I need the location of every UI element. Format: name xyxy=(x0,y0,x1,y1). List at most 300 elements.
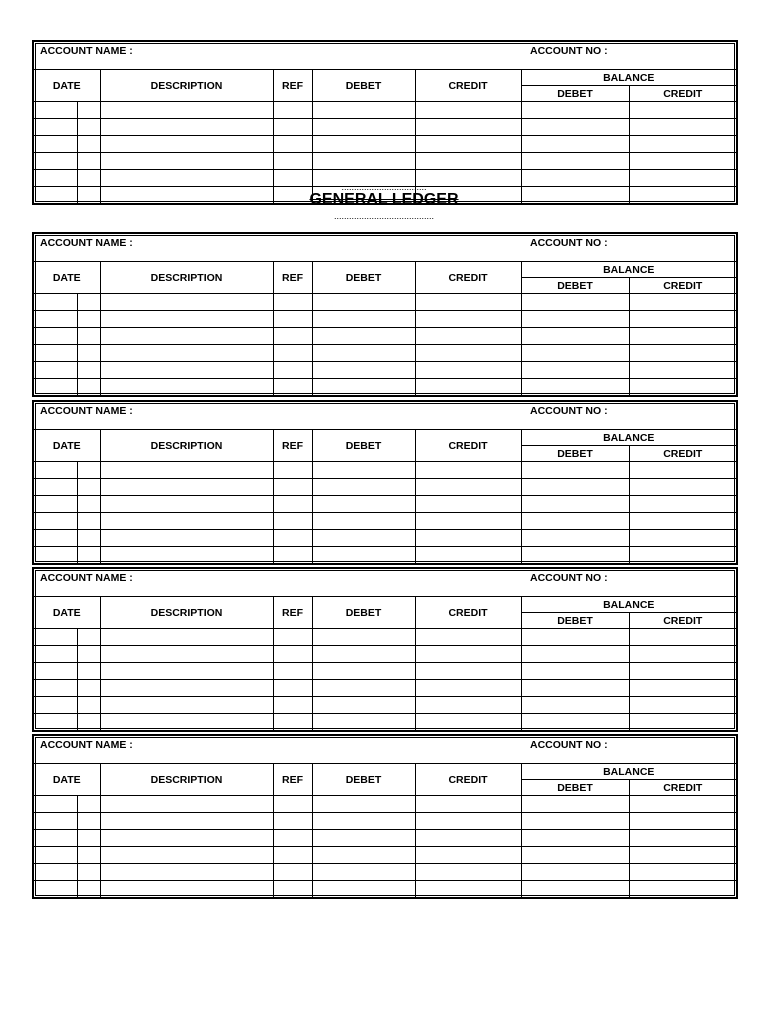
ledger-cell[interactable] xyxy=(77,530,100,547)
ledger-cell[interactable] xyxy=(77,796,100,813)
ledger-cell[interactable] xyxy=(34,881,77,898)
ledger-table xyxy=(34,597,736,730)
ledger-cell[interactable] xyxy=(273,513,312,530)
ledger-cell[interactable] xyxy=(34,547,77,564)
ledger-cell[interactable] xyxy=(415,547,521,564)
ledger-cell[interactable] xyxy=(415,697,521,714)
ledger-cell[interactable] xyxy=(77,153,100,170)
ledger-cell[interactable] xyxy=(77,881,100,898)
ledger-cell[interactable] xyxy=(34,153,77,170)
ledger-cell[interactable] xyxy=(77,345,100,362)
ledger-cell[interactable] xyxy=(312,714,415,731)
ledger-cell[interactable] xyxy=(415,294,521,311)
table-row xyxy=(34,680,736,697)
date-header: DATE xyxy=(34,597,100,629)
ledger-cell[interactable] xyxy=(34,513,77,530)
ledger-cell[interactable] xyxy=(521,530,629,547)
ledger-cell[interactable] xyxy=(415,881,521,898)
ledger-cell[interactable] xyxy=(34,796,77,813)
ledger-cell[interactable] xyxy=(629,102,736,119)
table-row xyxy=(34,646,736,663)
ledger-cell[interactable] xyxy=(77,680,100,697)
ledger-cell[interactable] xyxy=(273,813,312,830)
ledger-cell[interactable] xyxy=(34,345,77,362)
ledger-cell[interactable] xyxy=(273,547,312,564)
ledger-cell[interactable] xyxy=(77,311,100,328)
ledger-cell[interactable] xyxy=(273,379,312,396)
ledger-cell[interactable] xyxy=(100,345,273,362)
ledger-cell[interactable] xyxy=(629,119,736,136)
balance-debet-header: DEBET xyxy=(521,86,629,102)
ledger-cell[interactable] xyxy=(521,136,629,153)
account-name-label: ACCOUNT NAME : xyxy=(40,237,133,249)
ledger-cell[interactable] xyxy=(312,513,415,530)
ledger-cell[interactable] xyxy=(273,646,312,663)
date-header: DATE xyxy=(34,262,100,294)
ledger-cell[interactable] xyxy=(629,462,736,479)
ledger-cell[interactable] xyxy=(521,663,629,680)
ledger-cell[interactable] xyxy=(415,813,521,830)
balance-header: BALANCE xyxy=(521,430,736,446)
ledger-cell[interactable] xyxy=(273,328,312,345)
ledger-cell[interactable] xyxy=(415,328,521,345)
ledger-cell[interactable] xyxy=(77,847,100,864)
ledger-cell[interactable] xyxy=(629,153,736,170)
ledger-cell[interactable] xyxy=(100,629,273,646)
ledger-cell[interactable] xyxy=(34,646,77,663)
ledger-cell[interactable] xyxy=(521,294,629,311)
ledger-cell[interactable] xyxy=(415,311,521,328)
ledger-cell[interactable] xyxy=(629,311,736,328)
ledger-cell[interactable] xyxy=(521,847,629,864)
ledger-cell[interactable] xyxy=(521,714,629,731)
account-header-row xyxy=(34,42,736,70)
account-name-label: ACCOUNT NAME : xyxy=(40,572,133,584)
ledger-cell[interactable] xyxy=(312,547,415,564)
credit-header: CREDIT xyxy=(415,262,521,294)
ledger-cell[interactable] xyxy=(100,881,273,898)
ledger-cell[interactable] xyxy=(100,847,273,864)
ledger-cell[interactable] xyxy=(100,479,273,496)
ledger-table xyxy=(34,430,736,563)
ledger-cell[interactable] xyxy=(629,136,736,153)
ledger-cell[interactable] xyxy=(521,479,629,496)
ledger-cell[interactable] xyxy=(34,830,77,847)
ledger-cell[interactable] xyxy=(34,462,77,479)
ledger-cell[interactable] xyxy=(521,864,629,881)
ledger-cell[interactable] xyxy=(312,697,415,714)
ledger-form xyxy=(32,232,738,397)
ledger-cell[interactable] xyxy=(415,680,521,697)
ledger-cell[interactable] xyxy=(273,881,312,898)
table-row xyxy=(34,796,736,813)
ledger-cell[interactable] xyxy=(521,830,629,847)
balance-credit-header: CREDIT xyxy=(629,446,736,462)
ledger-cell[interactable] xyxy=(312,530,415,547)
ledger-cell[interactable] xyxy=(629,796,736,813)
ledger-cell[interactable] xyxy=(100,294,273,311)
ledger-cell[interactable] xyxy=(34,294,77,311)
ledger-cell[interactable] xyxy=(312,646,415,663)
ledger-cell[interactable] xyxy=(34,119,77,136)
ledger-cell[interactable] xyxy=(273,294,312,311)
ledger-cell[interactable] xyxy=(273,119,312,136)
title-dots-bottom: ........................................ xyxy=(333,211,435,221)
ledger-cell[interactable] xyxy=(77,294,100,311)
table-row xyxy=(34,294,736,311)
debet-header: DEBET xyxy=(312,430,415,462)
ledger-cell[interactable] xyxy=(273,345,312,362)
ledger-cell[interactable] xyxy=(521,813,629,830)
account-name-label: ACCOUNT NAME : xyxy=(40,739,133,751)
ledger-cell[interactable] xyxy=(415,379,521,396)
ledger-cell[interactable] xyxy=(629,379,736,396)
account-header-row xyxy=(34,402,736,430)
ledger-cell[interactable] xyxy=(521,680,629,697)
ledger-cell[interactable] xyxy=(100,362,273,379)
ledger-cell[interactable] xyxy=(77,379,100,396)
ledger-cell[interactable] xyxy=(100,513,273,530)
ledger-cell[interactable] xyxy=(77,119,100,136)
ledger-cell[interactable] xyxy=(100,311,273,328)
ledger-cell[interactable] xyxy=(34,680,77,697)
ledger-cell[interactable] xyxy=(100,646,273,663)
ref-header: REF xyxy=(273,764,312,796)
ledger-cell[interactable] xyxy=(100,102,273,119)
ledger-cell[interactable] xyxy=(629,530,736,547)
ledger-cell[interactable] xyxy=(629,830,736,847)
ledger-cell[interactable] xyxy=(100,663,273,680)
ledger-cell[interactable] xyxy=(34,663,77,680)
table-row xyxy=(34,311,736,328)
ledger-cell[interactable] xyxy=(415,136,521,153)
ledger-cell[interactable] xyxy=(273,697,312,714)
ledger-cell[interactable] xyxy=(415,362,521,379)
ledger-cell[interactable] xyxy=(77,864,100,881)
ledger-cell[interactable] xyxy=(629,513,736,530)
ledger-cell[interactable] xyxy=(273,847,312,864)
ledger-cell[interactable] xyxy=(312,153,415,170)
ledger-cell[interactable] xyxy=(629,629,736,646)
table-row xyxy=(34,697,736,714)
ledger-cell[interactable] xyxy=(629,479,736,496)
ledger-cell[interactable] xyxy=(34,697,77,714)
table-row xyxy=(34,379,736,396)
ledger-cell[interactable] xyxy=(521,629,629,646)
table-row xyxy=(34,102,736,119)
ledger-cell[interactable] xyxy=(312,813,415,830)
ledger-cell[interactable] xyxy=(34,311,77,328)
title-dots-top: .................................. xyxy=(341,182,427,192)
ledger-cell[interactable] xyxy=(77,136,100,153)
ledger-cell[interactable] xyxy=(77,328,100,345)
ledger-cell[interactable] xyxy=(415,847,521,864)
ref-header: REF xyxy=(273,70,312,102)
ledger-cell[interactable] xyxy=(312,294,415,311)
ledger-cell[interactable] xyxy=(629,714,736,731)
balance-credit-header: CREDIT xyxy=(629,780,736,796)
ledger-cell[interactable] xyxy=(415,479,521,496)
description-header: DESCRIPTION xyxy=(100,764,273,796)
ledger-cell[interactable] xyxy=(629,697,736,714)
ledger-cell[interactable] xyxy=(273,311,312,328)
balance-header: BALANCE xyxy=(521,70,736,86)
ledger-cell[interactable] xyxy=(77,714,100,731)
ledger-cell[interactable] xyxy=(77,663,100,680)
balance-debet-header: DEBET xyxy=(521,780,629,796)
ledger-cell[interactable] xyxy=(629,345,736,362)
ledger-cell[interactable] xyxy=(415,462,521,479)
ledger-cell[interactable] xyxy=(312,796,415,813)
ledger-cell[interactable] xyxy=(415,646,521,663)
ledger-cell[interactable] xyxy=(34,714,77,731)
ledger-cell[interactable] xyxy=(273,136,312,153)
table-row xyxy=(34,328,736,345)
ledger-cell[interactable] xyxy=(312,663,415,680)
ledger-cell[interactable] xyxy=(629,328,736,345)
ledger-cell[interactable] xyxy=(100,830,273,847)
ledger-cell[interactable] xyxy=(521,328,629,345)
page-title: GENERAL LEDGER xyxy=(309,191,459,208)
debet-header: DEBET xyxy=(312,262,415,294)
ledger-cell[interactable] xyxy=(312,462,415,479)
ledger-cell[interactable] xyxy=(77,547,100,564)
ledger-cell[interactable] xyxy=(77,462,100,479)
ledger-cell[interactable] xyxy=(77,362,100,379)
ledger-cell[interactable] xyxy=(34,379,77,396)
ledger-cell[interactable] xyxy=(273,629,312,646)
ref-header: REF xyxy=(273,430,312,462)
balance-debet-header: DEBET xyxy=(521,446,629,462)
ledger-cell[interactable] xyxy=(100,119,273,136)
ledger-cell[interactable] xyxy=(415,496,521,513)
ledger-cell[interactable] xyxy=(77,479,100,496)
ledger-cell[interactable] xyxy=(521,311,629,328)
ledger-cell[interactable] xyxy=(100,328,273,345)
ledger-cell[interactable] xyxy=(100,379,273,396)
account-header-row xyxy=(34,736,736,764)
ledger-cell[interactable] xyxy=(312,864,415,881)
ledger-cell[interactable] xyxy=(34,530,77,547)
ledger-cell[interactable] xyxy=(77,813,100,830)
ledger-cell[interactable] xyxy=(273,714,312,731)
ledger-cell[interactable] xyxy=(312,102,415,119)
ledger-cell[interactable] xyxy=(273,496,312,513)
ledger-cell[interactable] xyxy=(312,136,415,153)
ledger-cell[interactable] xyxy=(34,362,77,379)
ledger-cell[interactable] xyxy=(273,830,312,847)
debet-header: DEBET xyxy=(312,597,415,629)
ledger-cell[interactable] xyxy=(34,496,77,513)
ledger-cell[interactable] xyxy=(629,496,736,513)
date-header: DATE xyxy=(34,70,100,102)
ledger-cell[interactable] xyxy=(273,864,312,881)
ledger-cell[interactable] xyxy=(100,462,273,479)
ledger-cell[interactable] xyxy=(273,530,312,547)
table-row xyxy=(34,629,736,646)
ledger-cell[interactable] xyxy=(312,496,415,513)
ledger-cell[interactable] xyxy=(415,864,521,881)
table-row xyxy=(34,513,736,530)
table-row xyxy=(34,496,736,513)
ledger-cell[interactable] xyxy=(77,830,100,847)
ledger-cell[interactable] xyxy=(521,646,629,663)
ledger-cell[interactable] xyxy=(77,646,100,663)
ledger-cell[interactable] xyxy=(100,680,273,697)
ledger-cell[interactable] xyxy=(100,813,273,830)
ledger-cell[interactable] xyxy=(521,119,629,136)
ledger-cell[interactable] xyxy=(629,847,736,864)
ledger-cell[interactable] xyxy=(100,864,273,881)
ledger-cell[interactable] xyxy=(34,864,77,881)
description-header: DESCRIPTION xyxy=(100,262,273,294)
ledger-cell[interactable] xyxy=(415,153,521,170)
ref-header: REF xyxy=(273,597,312,629)
ledger-cell[interactable] xyxy=(100,496,273,513)
ledger-cell[interactable] xyxy=(629,680,736,697)
ledger-cell[interactable] xyxy=(273,796,312,813)
ledger-cell[interactable] xyxy=(415,345,521,362)
ledger-cell[interactable] xyxy=(521,796,629,813)
ledger-cell[interactable] xyxy=(415,714,521,731)
ledger-cell[interactable] xyxy=(273,362,312,379)
ledger-cell[interactable] xyxy=(629,813,736,830)
ledger-cell[interactable] xyxy=(273,462,312,479)
ledger-cell[interactable] xyxy=(312,345,415,362)
ledger-cell[interactable] xyxy=(312,881,415,898)
ledger-table xyxy=(34,764,736,897)
page-title-block xyxy=(0,183,768,220)
ledger-cell[interactable] xyxy=(100,697,273,714)
table-row xyxy=(34,462,736,479)
ledger-cell[interactable] xyxy=(273,479,312,496)
ledger-cell[interactable] xyxy=(100,796,273,813)
table-row xyxy=(34,153,736,170)
ledger-form xyxy=(32,734,738,899)
ledger-cell[interactable] xyxy=(415,629,521,646)
ledger-cell[interactable] xyxy=(521,345,629,362)
ledger-cell[interactable] xyxy=(521,362,629,379)
ledger-cell[interactable] xyxy=(34,847,77,864)
ledger-cell[interactable] xyxy=(312,680,415,697)
ledger-cell[interactable] xyxy=(415,102,521,119)
ledger-cell[interactable] xyxy=(521,547,629,564)
ledger-cell[interactable] xyxy=(629,547,736,564)
ref-header: REF xyxy=(273,262,312,294)
table-row xyxy=(34,830,736,847)
ledger-cell[interactable] xyxy=(312,830,415,847)
ledger-cell[interactable] xyxy=(629,294,736,311)
ledger-cell[interactable] xyxy=(521,102,629,119)
ledger-cell[interactable] xyxy=(312,847,415,864)
table-row xyxy=(34,714,736,731)
account-no-label: ACCOUNT NO : xyxy=(530,45,608,57)
ledger-cell[interactable] xyxy=(77,102,100,119)
ledger-cell[interactable] xyxy=(629,362,736,379)
ledger-cell[interactable] xyxy=(415,796,521,813)
account-name-label: ACCOUNT NAME : xyxy=(40,405,133,417)
description-header: DESCRIPTION xyxy=(100,430,273,462)
ledger-cell[interactable] xyxy=(273,680,312,697)
ledger-cell[interactable] xyxy=(34,479,77,496)
description-header: DESCRIPTION xyxy=(100,597,273,629)
ledger-cell[interactable] xyxy=(521,462,629,479)
ledger-cell[interactable] xyxy=(521,496,629,513)
ledger-cell[interactable] xyxy=(77,629,100,646)
ledger-cell[interactable] xyxy=(77,496,100,513)
ledger-cell[interactable] xyxy=(521,513,629,530)
ledger-cell[interactable] xyxy=(77,697,100,714)
credit-header: CREDIT xyxy=(415,430,521,462)
ledger-cell[interactable] xyxy=(629,646,736,663)
ledger-cell[interactable] xyxy=(77,513,100,530)
date-header: DATE xyxy=(34,764,100,796)
ledger-cell[interactable] xyxy=(521,153,629,170)
ledger-cell[interactable] xyxy=(100,547,273,564)
ledger-cell[interactable] xyxy=(312,362,415,379)
ledger-cell[interactable] xyxy=(312,379,415,396)
ledger-cell[interactable] xyxy=(415,830,521,847)
balance-header: BALANCE xyxy=(521,764,736,780)
ledger-cell[interactable] xyxy=(273,663,312,680)
ledger-cell[interactable] xyxy=(629,881,736,898)
table-row xyxy=(34,136,736,153)
ledger-cell[interactable] xyxy=(34,328,77,345)
ledger-cell[interactable] xyxy=(34,629,77,646)
ledger-cell[interactable] xyxy=(415,119,521,136)
balance-debet-header: DEBET xyxy=(521,278,629,294)
ledger-cell[interactable] xyxy=(312,629,415,646)
table-row xyxy=(34,864,736,881)
ledger-cell[interactable] xyxy=(273,102,312,119)
balance-header: BALANCE xyxy=(521,262,736,278)
ledger-cell[interactable] xyxy=(312,119,415,136)
ledger-cell[interactable] xyxy=(100,136,273,153)
ledger-form xyxy=(32,40,738,205)
table-row xyxy=(34,362,736,379)
account-no-label: ACCOUNT NO : xyxy=(530,572,608,584)
ledger-cell[interactable] xyxy=(100,153,273,170)
balance-credit-header: CREDIT xyxy=(629,86,736,102)
table-row xyxy=(34,530,736,547)
ledger-cell[interactable] xyxy=(521,379,629,396)
balance-credit-header: CREDIT xyxy=(629,278,736,294)
ledger-cell[interactable] xyxy=(415,663,521,680)
ledger-table xyxy=(34,262,736,395)
ledger-cell[interactable] xyxy=(629,864,736,881)
ledger-cell[interactable] xyxy=(100,530,273,547)
ledger-cell[interactable] xyxy=(34,813,77,830)
ledger-form xyxy=(32,567,738,732)
ledger-cell[interactable] xyxy=(312,311,415,328)
ledger-cell[interactable] xyxy=(415,513,521,530)
ledger-cell[interactable] xyxy=(100,714,273,731)
ledger-cell[interactable] xyxy=(415,530,521,547)
ledger-cell[interactable] xyxy=(34,136,77,153)
account-name-label: ACCOUNT NAME : xyxy=(40,45,133,57)
ledger-cell[interactable] xyxy=(312,328,415,345)
ledger-cell[interactable] xyxy=(629,663,736,680)
ledger-form xyxy=(32,400,738,565)
ledger-cell[interactable] xyxy=(521,697,629,714)
ledger-cell[interactable] xyxy=(521,881,629,898)
ledger-cell[interactable] xyxy=(312,479,415,496)
ledger-cell[interactable] xyxy=(273,153,312,170)
credit-header: CREDIT xyxy=(415,70,521,102)
account-header-row xyxy=(34,234,736,262)
ledger-cell[interactable] xyxy=(34,102,77,119)
table-row xyxy=(34,119,736,136)
